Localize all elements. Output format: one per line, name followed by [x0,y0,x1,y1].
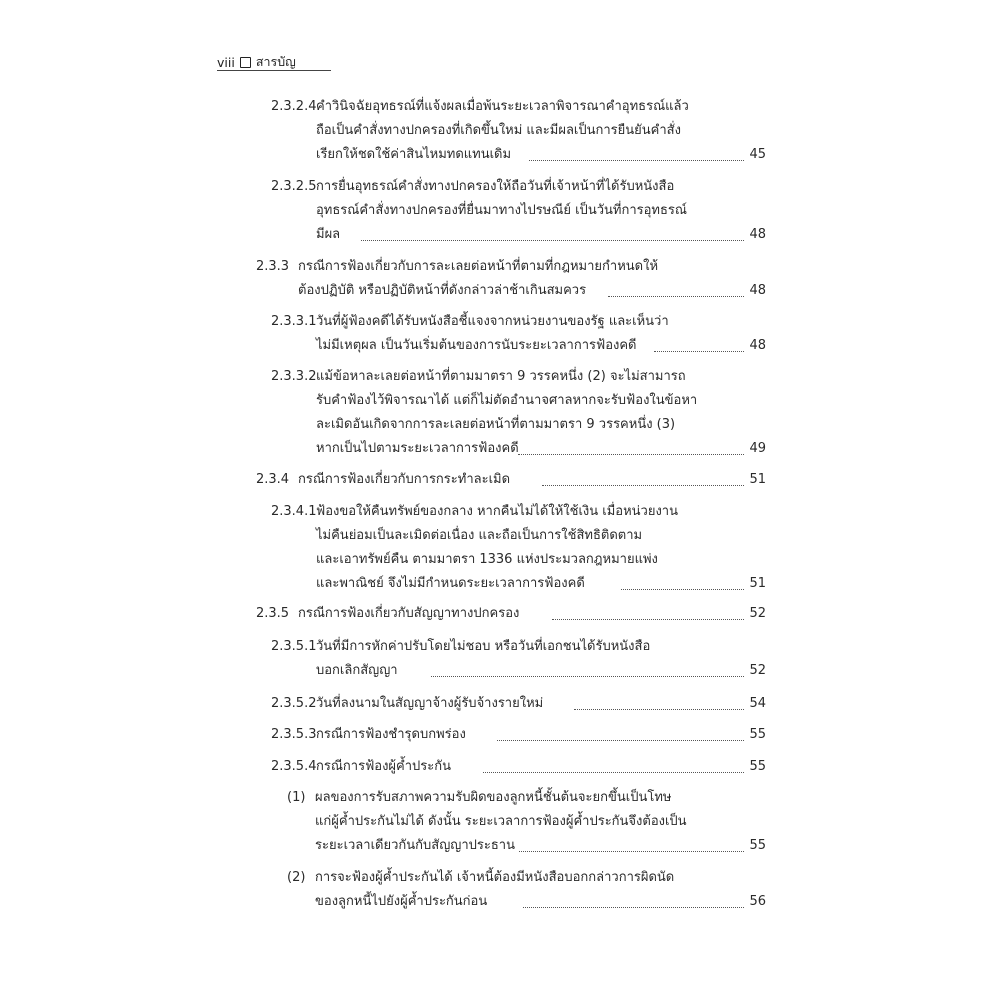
toc-entry-text-line: เรียกให้ชดใช้ค่าสินไหมทดแทนเดิม [316,147,512,162]
dot-leader [621,589,744,590]
toc-entry-text-line: กรณีการฟ้องเกี่ยวกับสัญญาทางปกครอง [298,606,520,621]
toc-entry-text-line: อุทธรณ์คำสั่งทางปกครองที่ยื่นมาทางไปรษณีย์ เป็นวันที่การอุทธรณ์ [316,203,687,218]
toc-entry-page: 55 [749,759,766,774]
toc-entry-text-line: กรณีการฟ้องเกี่ยวกับการละเลยต่อหน้าที่ตามที่กฎหมายกำหนดให้ [298,259,659,274]
toc-entry-page: 52 [749,606,766,621]
toc-entry-number: 2.3.3.2 [271,369,317,384]
toc-entry-text-line: และพาณิชย์ จึงไม่มีกำหนดระยะเวลาการฟ้องคดี [316,576,585,591]
toc-entry-number: 2.3.5.2 [271,696,317,711]
toc-entry-page: 54 [749,696,766,711]
toc-entry-number: 2.3.5.4 [271,759,317,774]
toc-entry-text-line: ผลของการรับสภาพความรับผิดของลูกหนี้ชั้นต้นจะยกขึ้นเป็นโทษ [315,790,672,805]
toc-entry-text-line: ไม่คืนย่อมเป็นละเมิดต่อเนื่อง และถือเป็นการใช้สิทธิติดตาม [316,528,643,543]
toc-entry-page: 55 [749,838,766,853]
toc-entry-page: 51 [749,472,766,487]
toc-entry-page: 52 [749,663,766,678]
dot-leader [518,454,744,455]
toc-entry-page: 48 [749,283,766,298]
dot-leader [608,296,744,297]
toc-entry-text-line: บอกเลิกสัญญา [316,663,398,678]
toc-entry-number: 2.3.3 [256,259,290,274]
toc-entry-text-line: ถือเป็นคำสั่งทางปกครองที่เกิดขึ้นใหม่ และมีผลเป็นการยืนยันคำสั่ง [316,123,681,138]
toc-entry-text-line: ของลูกหนี้ไปยังผู้ค้ำประกันก่อน [315,894,488,909]
dot-leader [497,740,744,741]
toc-entry-text-line: ละเมิดอันเกิดจากการละเลยต่อหน้าที่ตามมาตรา 9 วรรคหนึ่ง (3) [316,417,676,432]
dot-leader [519,851,744,852]
toc-entry-text-line: วันที่ผู้ฟ้องคดีได้รับหนังสือชี้แจงจากหน่วยงานของรัฐ และเห็นว่า [316,314,669,329]
dot-leader [523,907,744,908]
toc-entry-text-line: คำวินิจฉัยอุทธรณ์ที่แจ้งผลเมื่อพ้นระยะเวลาพิจารณาคำอุทธรณ์แล้ว [316,99,689,114]
toc-entry-text-line: กรณีการฟ้องผู้ค้ำประกัน [316,759,452,774]
toc-entry-page: 48 [749,227,766,242]
toc-entry-text-line: รับคำฟ้องไว้พิจารณาได้ แต่ก็ไม่ตัดอำนาจศาลหากจะรับฟ้องในข้อหา [316,393,698,408]
toc-entry-number: 2.3.5 [256,606,290,621]
toc-entry-number: 2.3.5.1 [271,639,317,654]
checkbox-square-icon [240,57,251,68]
dot-leader [431,676,744,677]
toc-entry-text-line: กรณีการฟ้องเกี่ยวกับการกระทำละเมิด [298,472,511,487]
toc-entry-page: 48 [749,338,766,353]
toc-entry-number: (2) [287,870,306,885]
dot-leader [483,772,744,773]
toc-entry-text-line: หากเป็นไปตามระยะเวลาการฟ้องคดี [316,441,519,456]
toc-entry-text-line: วันที่ลงนามในสัญญาจ้างผู้รับจ้างรายใหม่ [316,696,544,711]
toc-entry-text-line: แก่ผู้ค้ำประกันไม่ได้ ดังนั้น ระยะเวลาการฟ้องผู้ค้ำประกันจึงต้องเป็น [315,814,687,829]
toc-entry-text-line: ระยะเวลาเดียวกันกับสัญญาประธาน [315,838,515,853]
dot-leader [552,619,744,620]
toc-entry-page: 51 [749,576,766,591]
toc-entry-number: 2.3.4 [256,472,290,487]
toc-entry-number: 2.3.4.1 [271,504,317,519]
toc-entry-text-line: กรณีการฟ้องชำรุดบกพร่อง [316,727,466,742]
toc-entry-number: 2.3.2.5 [271,179,317,194]
toc-entry-number: 2.3.5.3 [271,727,317,742]
page-header [217,52,296,72]
toc-entry-page: 55 [749,727,766,742]
dot-leader [529,160,744,161]
section-title: สารบัญ [255,54,296,69]
page-number-label: viii [217,54,235,70]
dot-leader [361,240,744,241]
toc-entry-page: 56 [749,894,766,909]
toc-entry-page: 49 [749,441,766,456]
toc-entry-text-line: ต้องปฏิบัติ หรือปฏิบัติหน้าที่ดังกล่าวล่าช้าเกินสมควร [298,283,587,298]
toc-entry-number: 2.3.2.4 [271,99,317,114]
toc-entry-text-line: ไม่มีเหตุผล เป็นวันเริ่มต้นของการนับระยะเวลาการฟ้องคดี [316,338,637,353]
toc-entry-text-line: มีผล [316,227,341,242]
toc-entry-text-line: และเอาทรัพย์คืน ตามมาตรา 1336 แห่งประมวลกฎหมายแพ่ง [316,552,658,567]
toc-entry-text-line: ฟ้องขอให้คืนทรัพย์ของกลาง หากคืนไม่ได้ให้ใช้เงิน เมื่อหน่วยงาน [316,504,678,519]
toc-entry-text-line: แม้ข้อหาละเลยต่อหน้าที่ตามมาตรา 9 วรรคหนึ่ง (2) จะไม่สามารถ [316,369,686,384]
dot-leader [574,709,744,710]
toc-entry-text-line: วันที่มีการหักค่าปรับโดยไม่ชอบ หรือวันที่เอกชนได้รับหนังสือ [316,639,651,654]
toc-entry-number: 2.3.3.1 [271,314,317,329]
dot-leader [654,351,744,352]
toc-entry-text-line: การยื่นอุทธรณ์คำสั่งทางปกครองให้ถือวันที่เจ้าหน้าที่ได้รับหนังสือ [316,179,675,194]
toc-entry-text-line: การจะฟ้องผู้ค้ำประกันได้ เจ้าหนี้ต้องมีหนังสือบอกกล่าวการผิดนัด [315,870,675,885]
toc-entry-number: (1) [287,790,306,805]
header-underline [217,70,331,71]
dot-leader [542,485,744,486]
toc-entry-page: 45 [749,147,766,162]
